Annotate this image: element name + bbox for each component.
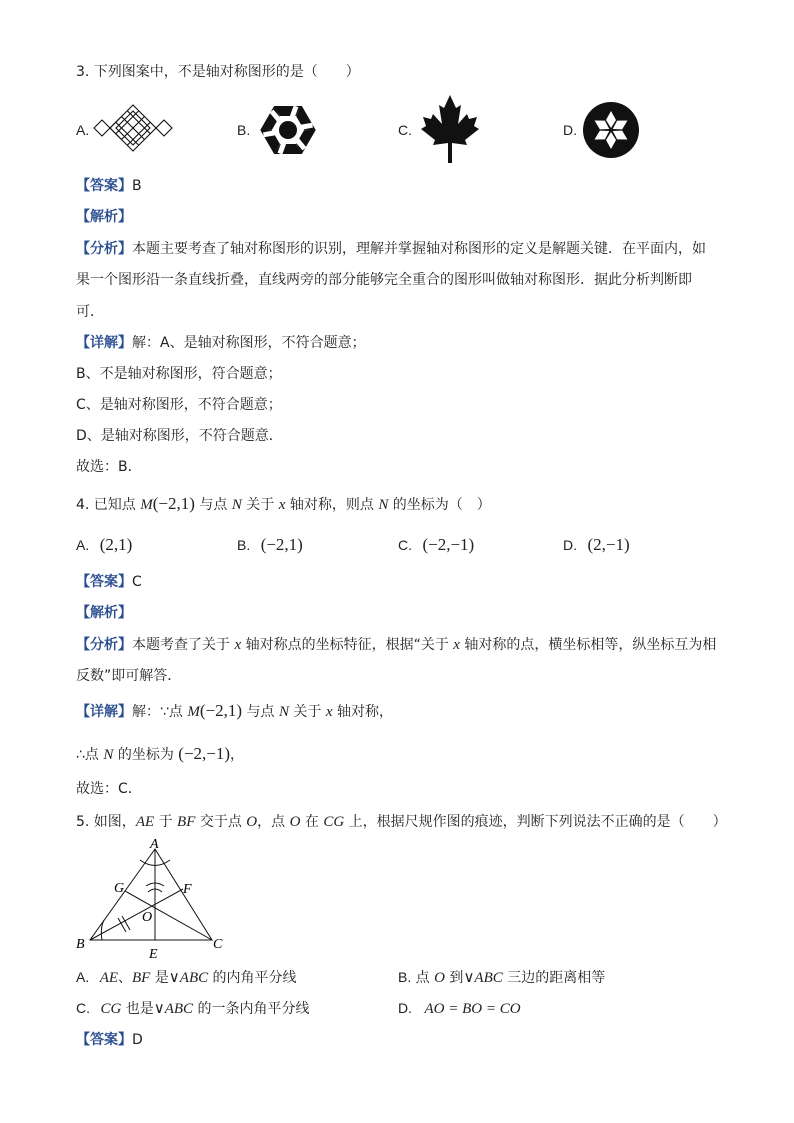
q5-option-a-text: 是	[150, 970, 169, 986]
q4-stem-text: 关于	[241, 497, 279, 513]
q3-option-a-letter: A.	[76, 122, 90, 138]
fenxi-tag: 【分析】	[76, 637, 132, 653]
q4-stem	[76, 494, 491, 515]
segment-ae: AE	[135, 814, 155, 830]
detail-tag: 【详解】	[76, 335, 132, 351]
triangle-construction-figure	[70, 836, 240, 966]
coord-n: (−2,−1)	[178, 744, 231, 763]
q3-stem: 3. 下列图案中，不是轴对称图形的是（ ）	[76, 64, 360, 80]
point-n: N	[231, 497, 242, 513]
q5-option-d-letter: D.	[398, 1000, 412, 1016]
fenxi-tag: 【分析】	[76, 241, 132, 257]
q3-option-b	[237, 120, 250, 141]
triangle-name: ∨ABC	[168, 970, 209, 986]
q4-option-c	[398, 535, 474, 556]
label-a: A	[150, 837, 159, 852]
detail-text: 关于	[288, 704, 326, 720]
q4-option-a	[76, 535, 132, 556]
point-o: O	[246, 814, 258, 830]
fenxi-text: 本题主要考查了轴对称图形的识别，理解并掌握轴对称图形的定义是解题关键．在平面内，如	[132, 241, 706, 257]
x-axis-var: x	[453, 637, 460, 653]
label-c: C	[213, 937, 223, 952]
q4-conclusion	[76, 744, 244, 765]
label-e: E	[149, 947, 158, 962]
q5-stem-text: 5. 如图，	[76, 814, 136, 830]
q3-option-c	[398, 120, 412, 141]
segment-ae: AE	[99, 970, 119, 986]
answer-tag: 【答案】	[76, 178, 132, 194]
point-o: O	[434, 970, 445, 986]
q5-stem-text: 上，根据尺规作图的痕迹，判断下列说法不正确的是（ ）	[344, 814, 727, 830]
q3-option-b-letter: B.	[237, 122, 251, 138]
detail-text: 解：∵点	[132, 704, 188, 720]
q5-option-a-text: 、	[118, 970, 133, 986]
coord-m: (−2,1)	[152, 494, 195, 513]
segment-bf-line	[90, 889, 183, 940]
triangle-name: ∨ABC	[463, 970, 503, 986]
q4-choose: 故选：C．	[76, 781, 142, 797]
q4-stem-text: 与点	[194, 497, 232, 513]
q3-fenxi-line2: 果一个图形沿一条直线折叠，直线两旁的部分能够完全重合的图形叫做轴对称图形．据此分析判断即	[76, 272, 692, 288]
coord-m: (−2,1)	[199, 701, 243, 720]
equation-ao-bo-co: AO = BO = CO	[424, 1001, 521, 1017]
detail-text: 轴对称，	[332, 704, 393, 720]
q3-analysis-heading	[76, 207, 132, 227]
point-m: M	[187, 704, 200, 720]
fenxi-text: 轴对称点的坐标特征，根据“关于	[241, 637, 454, 653]
triangle-name: ∨ABC	[153, 1001, 194, 1017]
point-n: N	[278, 704, 289, 720]
answer-tag: 【答案】	[76, 574, 132, 590]
detail-tag: 【详解】	[76, 704, 132, 720]
analysis-tag: 【解析】	[76, 209, 132, 225]
conclusion-text: ，	[230, 747, 245, 763]
q5-option-c-text: 的一条内角平分线	[193, 1001, 310, 1017]
knot-pattern-figure	[92, 104, 174, 152]
snowflake-circle-figure	[582, 101, 640, 159]
fenxi-text: 轴对称的点，横坐标相等，纵坐标互为相	[459, 637, 717, 653]
q4-option-a-letter: A.	[76, 537, 90, 553]
q5-option-c-text: 也是	[121, 1001, 154, 1017]
answer-value: D	[132, 1032, 143, 1048]
triangle-abc	[90, 849, 212, 940]
q5-stem-text: 交于点	[195, 814, 247, 830]
q5-option-b-text: 点	[411, 970, 435, 986]
q4-option-c-letter: C.	[398, 537, 412, 553]
q4-detail-line1	[76, 701, 393, 722]
q4-option-b-value: (−2,1)	[260, 535, 303, 554]
q5-option-c-letter: C.	[76, 1000, 90, 1016]
q4-option-c-value: (−2,−1)	[422, 535, 475, 554]
point-n: N	[378, 497, 389, 513]
label-o: O	[142, 910, 153, 925]
answer-value: B	[132, 178, 142, 194]
q3-fenxi-line1	[76, 239, 706, 259]
q5-option-a-letter: A.	[76, 969, 90, 985]
q4-option-a-value: (2,1)	[99, 535, 133, 554]
rotational-ring-figure	[256, 102, 320, 158]
q5-option-b	[398, 967, 605, 988]
q4-option-b-letter: B.	[237, 537, 251, 553]
segment-cg: CG	[100, 1001, 122, 1017]
q4-option-d-value: (2,−1)	[587, 535, 630, 554]
q3-detail-line3: C、是轴对称图形，不符合题意；	[76, 397, 282, 413]
q4-option-d-letter: D.	[563, 537, 577, 553]
q3-option-d	[563, 120, 577, 141]
q5-option-c	[76, 998, 310, 1019]
point-m: M	[140, 497, 153, 513]
q3-answer	[76, 176, 142, 196]
q4-fenxi-line2: 反数”即可解答．	[76, 668, 182, 684]
q4-fenxi-line1	[76, 635, 716, 655]
q5-option-d	[398, 998, 521, 1019]
analysis-tag: 【解析】	[76, 605, 132, 621]
q3-option-d-letter: D.	[563, 122, 577, 138]
q5-option-a-text: 的内角平分线	[208, 970, 297, 986]
segment-bf: BF	[177, 814, 196, 830]
q4-stem-text: 4. 已知点	[76, 497, 141, 513]
q5-stem-text: 于	[154, 814, 178, 830]
point-n: N	[103, 747, 114, 763]
detail-text: 解：A、是轴对称图形，不符合题意；	[132, 335, 366, 351]
q4-option-d	[563, 535, 630, 556]
q5-stem	[76, 812, 727, 832]
q3-fenxi-line3: 可．	[76, 304, 104, 320]
segment-cg: CG	[323, 814, 345, 830]
answer-tag: 【答案】	[76, 1032, 132, 1048]
point-o: O	[289, 814, 301, 830]
fenxi-text: 本题考查了关于	[132, 637, 235, 653]
q4-option-b	[237, 535, 303, 556]
x-axis-var: x	[278, 497, 286, 513]
q5-option-b-text: 三边的距离相等	[502, 970, 606, 986]
conclusion-text: ∴点	[76, 747, 104, 763]
q5-option-a	[76, 967, 297, 988]
q4-answer	[76, 572, 142, 592]
q3-detail-line2: B、不是轴对称图形，符合题意；	[76, 366, 282, 382]
q4-stem-text: 的坐标为（ ）	[388, 497, 491, 513]
detail-text: 与点	[242, 704, 279, 720]
answer-value: C	[132, 574, 142, 590]
label-g: G	[114, 881, 125, 896]
segment-bf: BF	[132, 970, 151, 986]
q4-analysis-heading	[76, 603, 132, 623]
q4-stem-text: 轴对称，则点	[285, 497, 379, 513]
label-f: F	[183, 882, 192, 897]
q5-option-b-text: 到	[444, 970, 464, 986]
q5-stem-text: 在	[300, 814, 324, 830]
q5-stem-text: ，点	[257, 814, 290, 830]
q3-detail-line4: D、是轴对称图形，不符合题意．	[76, 428, 283, 444]
segment-cg-line	[125, 891, 212, 940]
q5-option-b-letter: B.	[398, 969, 412, 985]
q5-answer	[76, 1030, 143, 1050]
x-axis-var: x	[325, 704, 333, 720]
label-b: B	[76, 937, 85, 952]
q3-option-c-letter: C.	[398, 122, 412, 138]
q3-option-a	[76, 120, 89, 141]
maple-leaf-figure	[418, 94, 482, 164]
x-axis-var: x	[234, 637, 242, 653]
conclusion-text: 的坐标为	[113, 747, 179, 763]
q3-choose: 故选：B．	[76, 459, 142, 475]
q3-detail-line1	[76, 333, 366, 353]
